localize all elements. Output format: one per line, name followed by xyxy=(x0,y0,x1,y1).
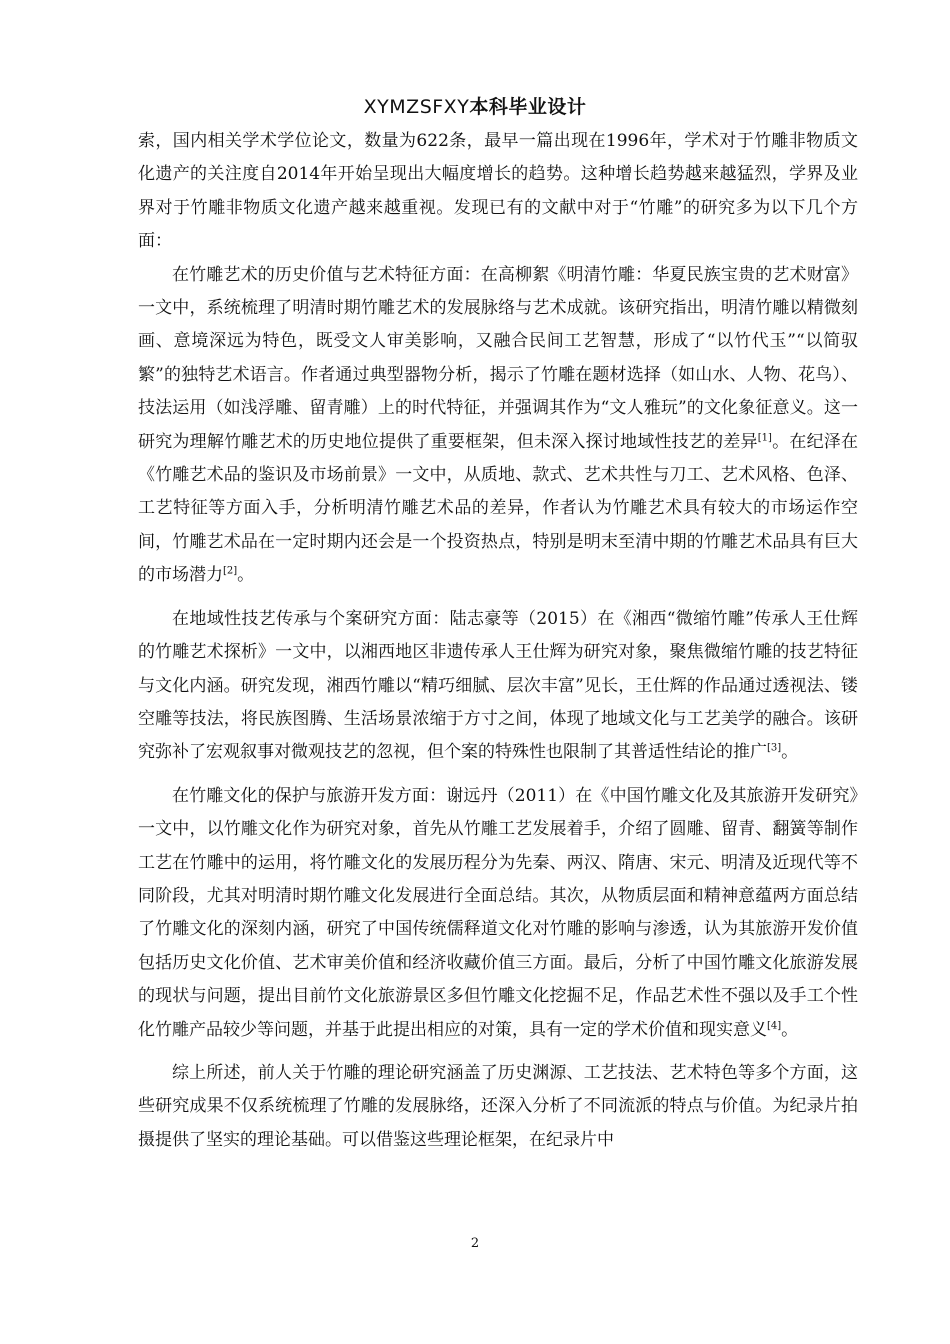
paragraph-art-history xyxy=(138,259,858,593)
citation-3[interactable]: [3] xyxy=(767,742,782,754)
paragraph-text: 。 xyxy=(781,1019,799,1040)
paragraph-text: 。在纪泽在《竹雕艺术品的鉴识及市场前景》一文中，从质地、款式、艺术共性与刀工、艺术风格、色泽、工艺特征等方面入手，分析明清竹雕艺术品的差异，作者认为竹雕艺术具有较大的市场运作空间，竹雕艺术品在一定时期内还会是一个投资热点，特别是明末至清中期的竹雕艺术品具有巨大的市场潜力 xyxy=(138,431,858,586)
body-text xyxy=(138,125,858,1157)
paragraph-text: 。 xyxy=(781,742,799,763)
paragraph-text: 索，国内相关学术学位论文，数量为622条，最早一篇出现在1996年，学术对于竹雕非物质文化遗产的关注度自2014年开始呈现出大幅度增长的趋势。这种增长趋势越来越猛烈，学界及业界对于竹雕非物质文化遗产越来越重视。发现已有的文献中对于“竹雕”的研究多为以下几个方面： xyxy=(138,131,858,252)
paragraph-text: 综上所述，前人关于竹雕的理论研究涵盖了历史渊源、工艺技法、艺术特色等多个方面，这些研究成果不仅系统梳理了竹雕的发展脉络，还深入分析了不同流派的特点与价值。为纪录片拍摄提供了坚实的理论基础。可以借鉴这些理论框架，在纪录片中 xyxy=(138,1062,858,1150)
paragraph-text: 在竹雕艺术的历史价值与艺术特征方面：在高柳絮《明清竹雕：华夏民族宝贵的艺术财富》一文中，系统梳理了明清时期竹雕艺术的发展脉络与艺术成就。该研究指出，明清竹雕以精微刻画、意境深远为特色，既受文人审美影响，又融合民间工艺智慧，形成了“以竹代玉”“以简驭繁”的独特艺术语言。作者通过典型器物分析，揭示了竹雕在题材选择（如山水、人物、花鸟）、技法运用（如浅浮雕、留青雕）上的时代特征，并强调其作为“文人雅玩”的文化象征意义。这一研究为理解竹雕艺术的历史地位提供了重要框架，但未深入探讨地域性技艺的差异 xyxy=(138,264,858,452)
citation-4[interactable]: [4] xyxy=(767,1019,782,1031)
citation-2[interactable]: [2] xyxy=(223,565,238,577)
paragraph-text: 在竹雕文化的保护与旅游开发方面：谢远丹（2011）在《中国竹雕文化及其旅游开发研究》一文中，以竹雕文化作为研究对象，首先从竹雕工艺发展着手，介绍了圆雕、留青、翻簧等制作工艺在竹雕中的运用，将竹雕文化的发展历程分为先秦、两汉、隋唐、宋元、明清及近现代等不同阶段，尤其对明清时期竹雕文化发展进行全面总结。其次，从物质层面和精神意蕴两方面总结了竹雕文化的深刻内涵，研究了中国传统儒释道文化对竹雕的影响与渗透，认为其旅游开发价值包括历史文化价值、艺术审美价值和经济收藏价值三方面。最后，分析了中国竹雕文化旅游发展的现状与问题，提出目前竹文化旅游景区多但竹雕文化挖掘不足，作品艺术性不强以及手工个性化竹雕产品较少等问题，并基于此提出相应的对策，具有一定的学术价值和现实意义 xyxy=(138,785,858,1040)
paragraph-tourism xyxy=(138,780,858,1047)
header-title: 本科毕业设计 xyxy=(469,96,587,118)
page-number: 2 xyxy=(470,1236,480,1251)
paragraph-text: 。 xyxy=(237,565,255,586)
paragraph-regional-craft xyxy=(138,603,858,770)
paragraph-continued xyxy=(138,125,858,259)
page-header xyxy=(0,92,950,119)
citation-1[interactable]: [1] xyxy=(757,432,772,443)
paragraph-text: 在地域性技艺传承与个案研究方面：陆志豪等（2015）在《湘西“微缩竹雕”传承人王仕辉的竹雕艺术探析》一文中，以湘西地区非遗传承人王仕辉为研究对象，聚焦微缩竹雕的技艺特征与文化内涵。研究发现，湘西竹雕以“精巧细腻、层次丰富”见长，王仕辉的作品通过透视法、镂空雕等技法，将民族图腾、生活场景浓缩于方寸之间，体现了地域文化与工艺美学的融合。该研究弥补了宏观叙事对微观技艺的忽视，但个案的特殊性也限制了其普适性结论的推广 xyxy=(138,608,858,763)
paragraph-summary xyxy=(138,1057,858,1157)
header-code: XYMZSFXY xyxy=(363,96,470,118)
